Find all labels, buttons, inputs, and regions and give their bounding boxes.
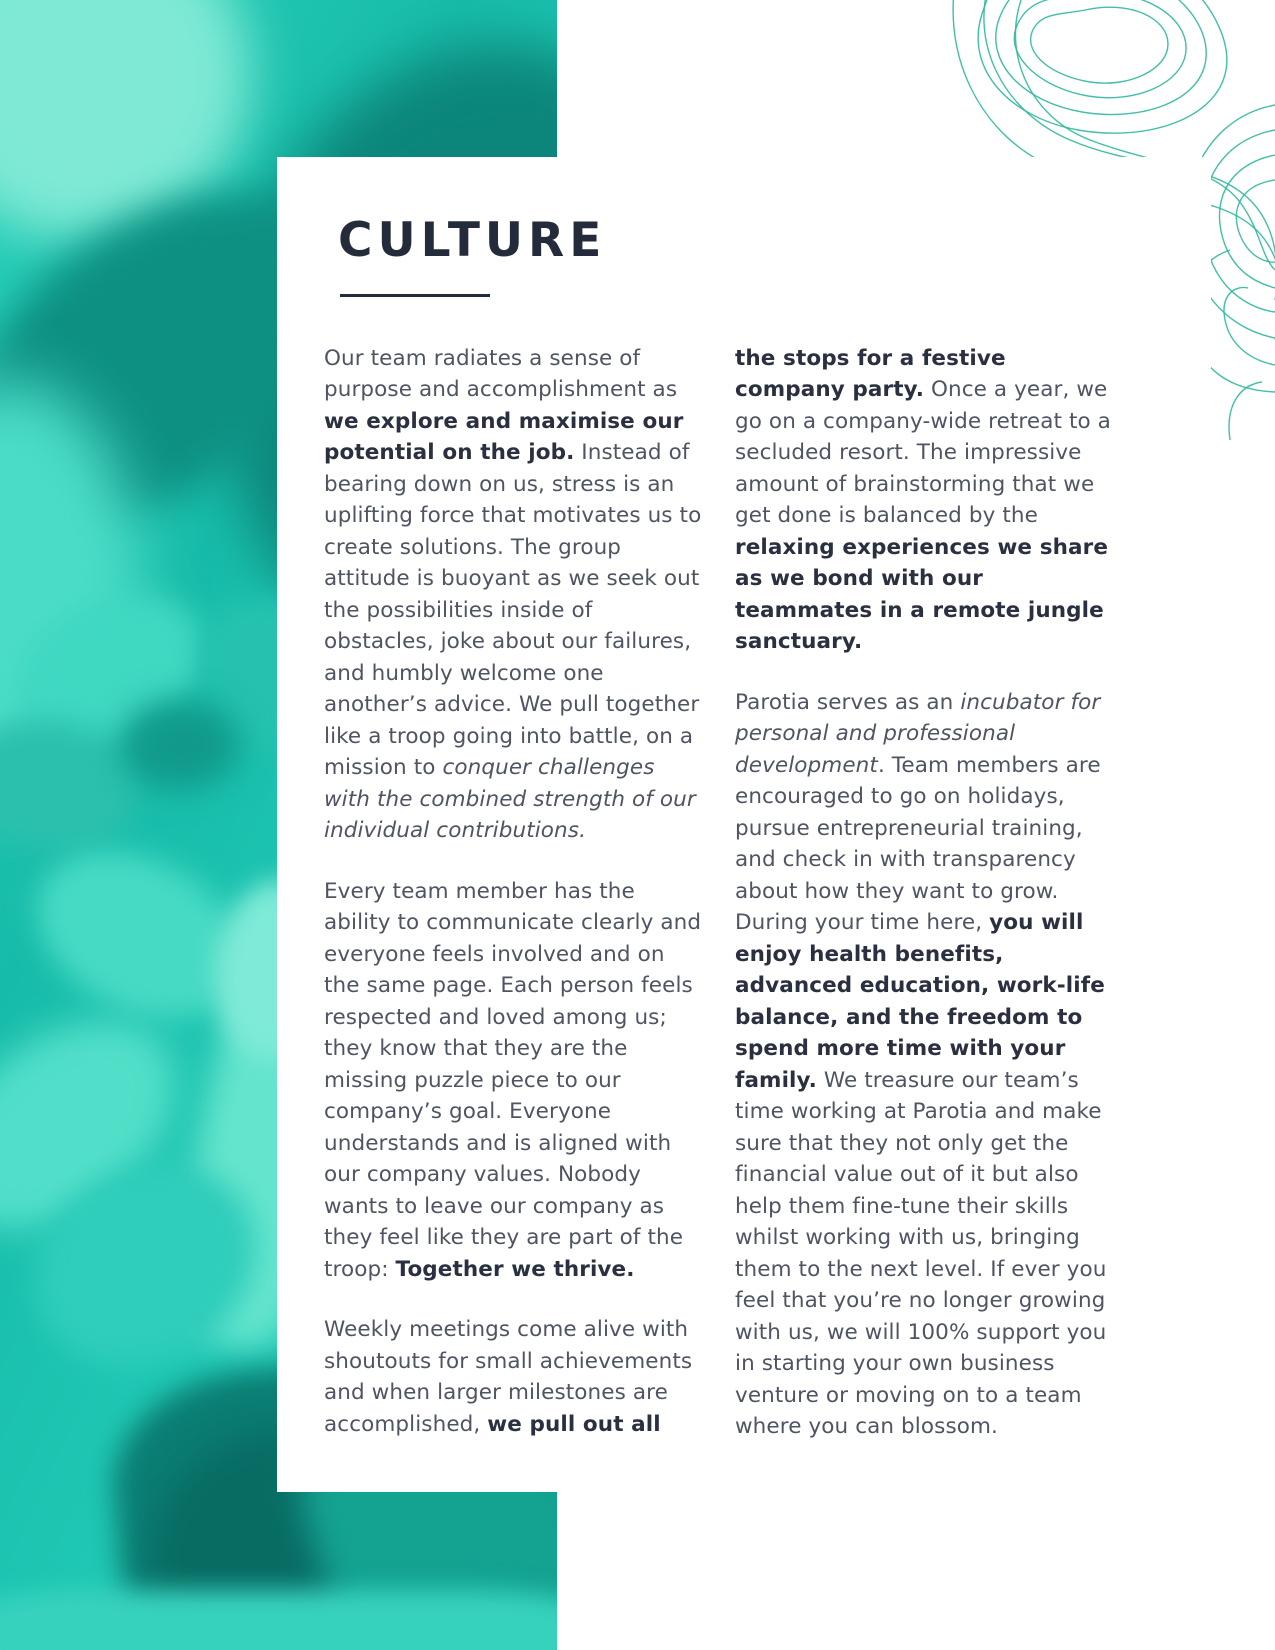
text-column-left <box>324 343 702 1472</box>
text-run: Parotia serves as an <box>735 689 961 715</box>
content-card <box>277 157 1211 1492</box>
paragraph <box>324 876 702 1286</box>
text-run: We treasure our team’s time working at Parotia and make sure that they not only get the financial value out of it but also help them fine-tune their skills whilst working with us, bringing them to the next level. If ever you feel that you’re no longer growing with us, we will 100% support you in starting your own business venture or moving on to a team where you can blossom. <box>735 1067 1107 1440</box>
text-run: Every team member has the ability to communicate clearly and everyone feels involved and on the same page. Each person feels respected and loved among us; they know that they are the missing puzzle piece to our company’s goal. Everyone understands and is aligned with our company values. Nobody wants to leave our company as they feel like they are part of the troop: <box>324 878 702 1282</box>
text-run: . Team members are encouraged to go on holidays, pursue entrepreneurial training, and check in with transparency about how they want to grow. During your time here, <box>735 752 1101 936</box>
bold-text-run: we pull out all <box>487 1411 661 1437</box>
bold-text-run: we explore and maximise our potential on the job. <box>324 408 684 466</box>
bold-text-run: Together we thrive. <box>395 1256 635 1282</box>
title-underline <box>340 294 490 297</box>
paragraph <box>735 343 1113 658</box>
text-run: Instead of bearing down on us, stress is an uplifting force that motivates us to create solutions. The group attitude is buoyant as we seek out the possibilities inside of obstacles, joke about our failures, and humbly welcome one another’s advice. We pull together like a troop going into battle, on a mission to <box>324 440 702 781</box>
bold-text-run: relaxing experiences we share as we bond with our teammates in a remote jungle sanctuary. <box>735 534 1108 655</box>
photo-highlight-shape <box>0 1590 557 1650</box>
photo-shadow-shape <box>120 700 240 790</box>
bold-text-run: you will enjoy health benefits, advanced education, work-life balance, and the freedom to spend more time with your family. <box>735 910 1105 1093</box>
paragraph <box>324 343 702 847</box>
italic-text-run: conquer challenges with the combined strength of our individual contributions. <box>324 755 696 844</box>
bold-text-run: the stops for a festive company party. <box>735 345 1006 403</box>
page-title: CULTURE <box>338 213 607 268</box>
text-column-right <box>735 343 1113 1472</box>
paragraph <box>735 687 1113 1443</box>
italic-text-run: incubator for personal and professional development <box>735 689 1101 778</box>
text-run: Our team radiates a sense of purpose and accomplishment as <box>324 345 678 403</box>
text-run: Weekly meetings come alive with shoutouts for small achievements and when larger milestones are accomplished, <box>324 1317 693 1437</box>
text-columns <box>324 343 1211 1472</box>
paragraph <box>324 1314 702 1440</box>
text-run: Once a year, we go on a company-wide retreat to a secluded resort. The impressive amount of brainstorming that we get done is balanced by the <box>735 377 1111 529</box>
